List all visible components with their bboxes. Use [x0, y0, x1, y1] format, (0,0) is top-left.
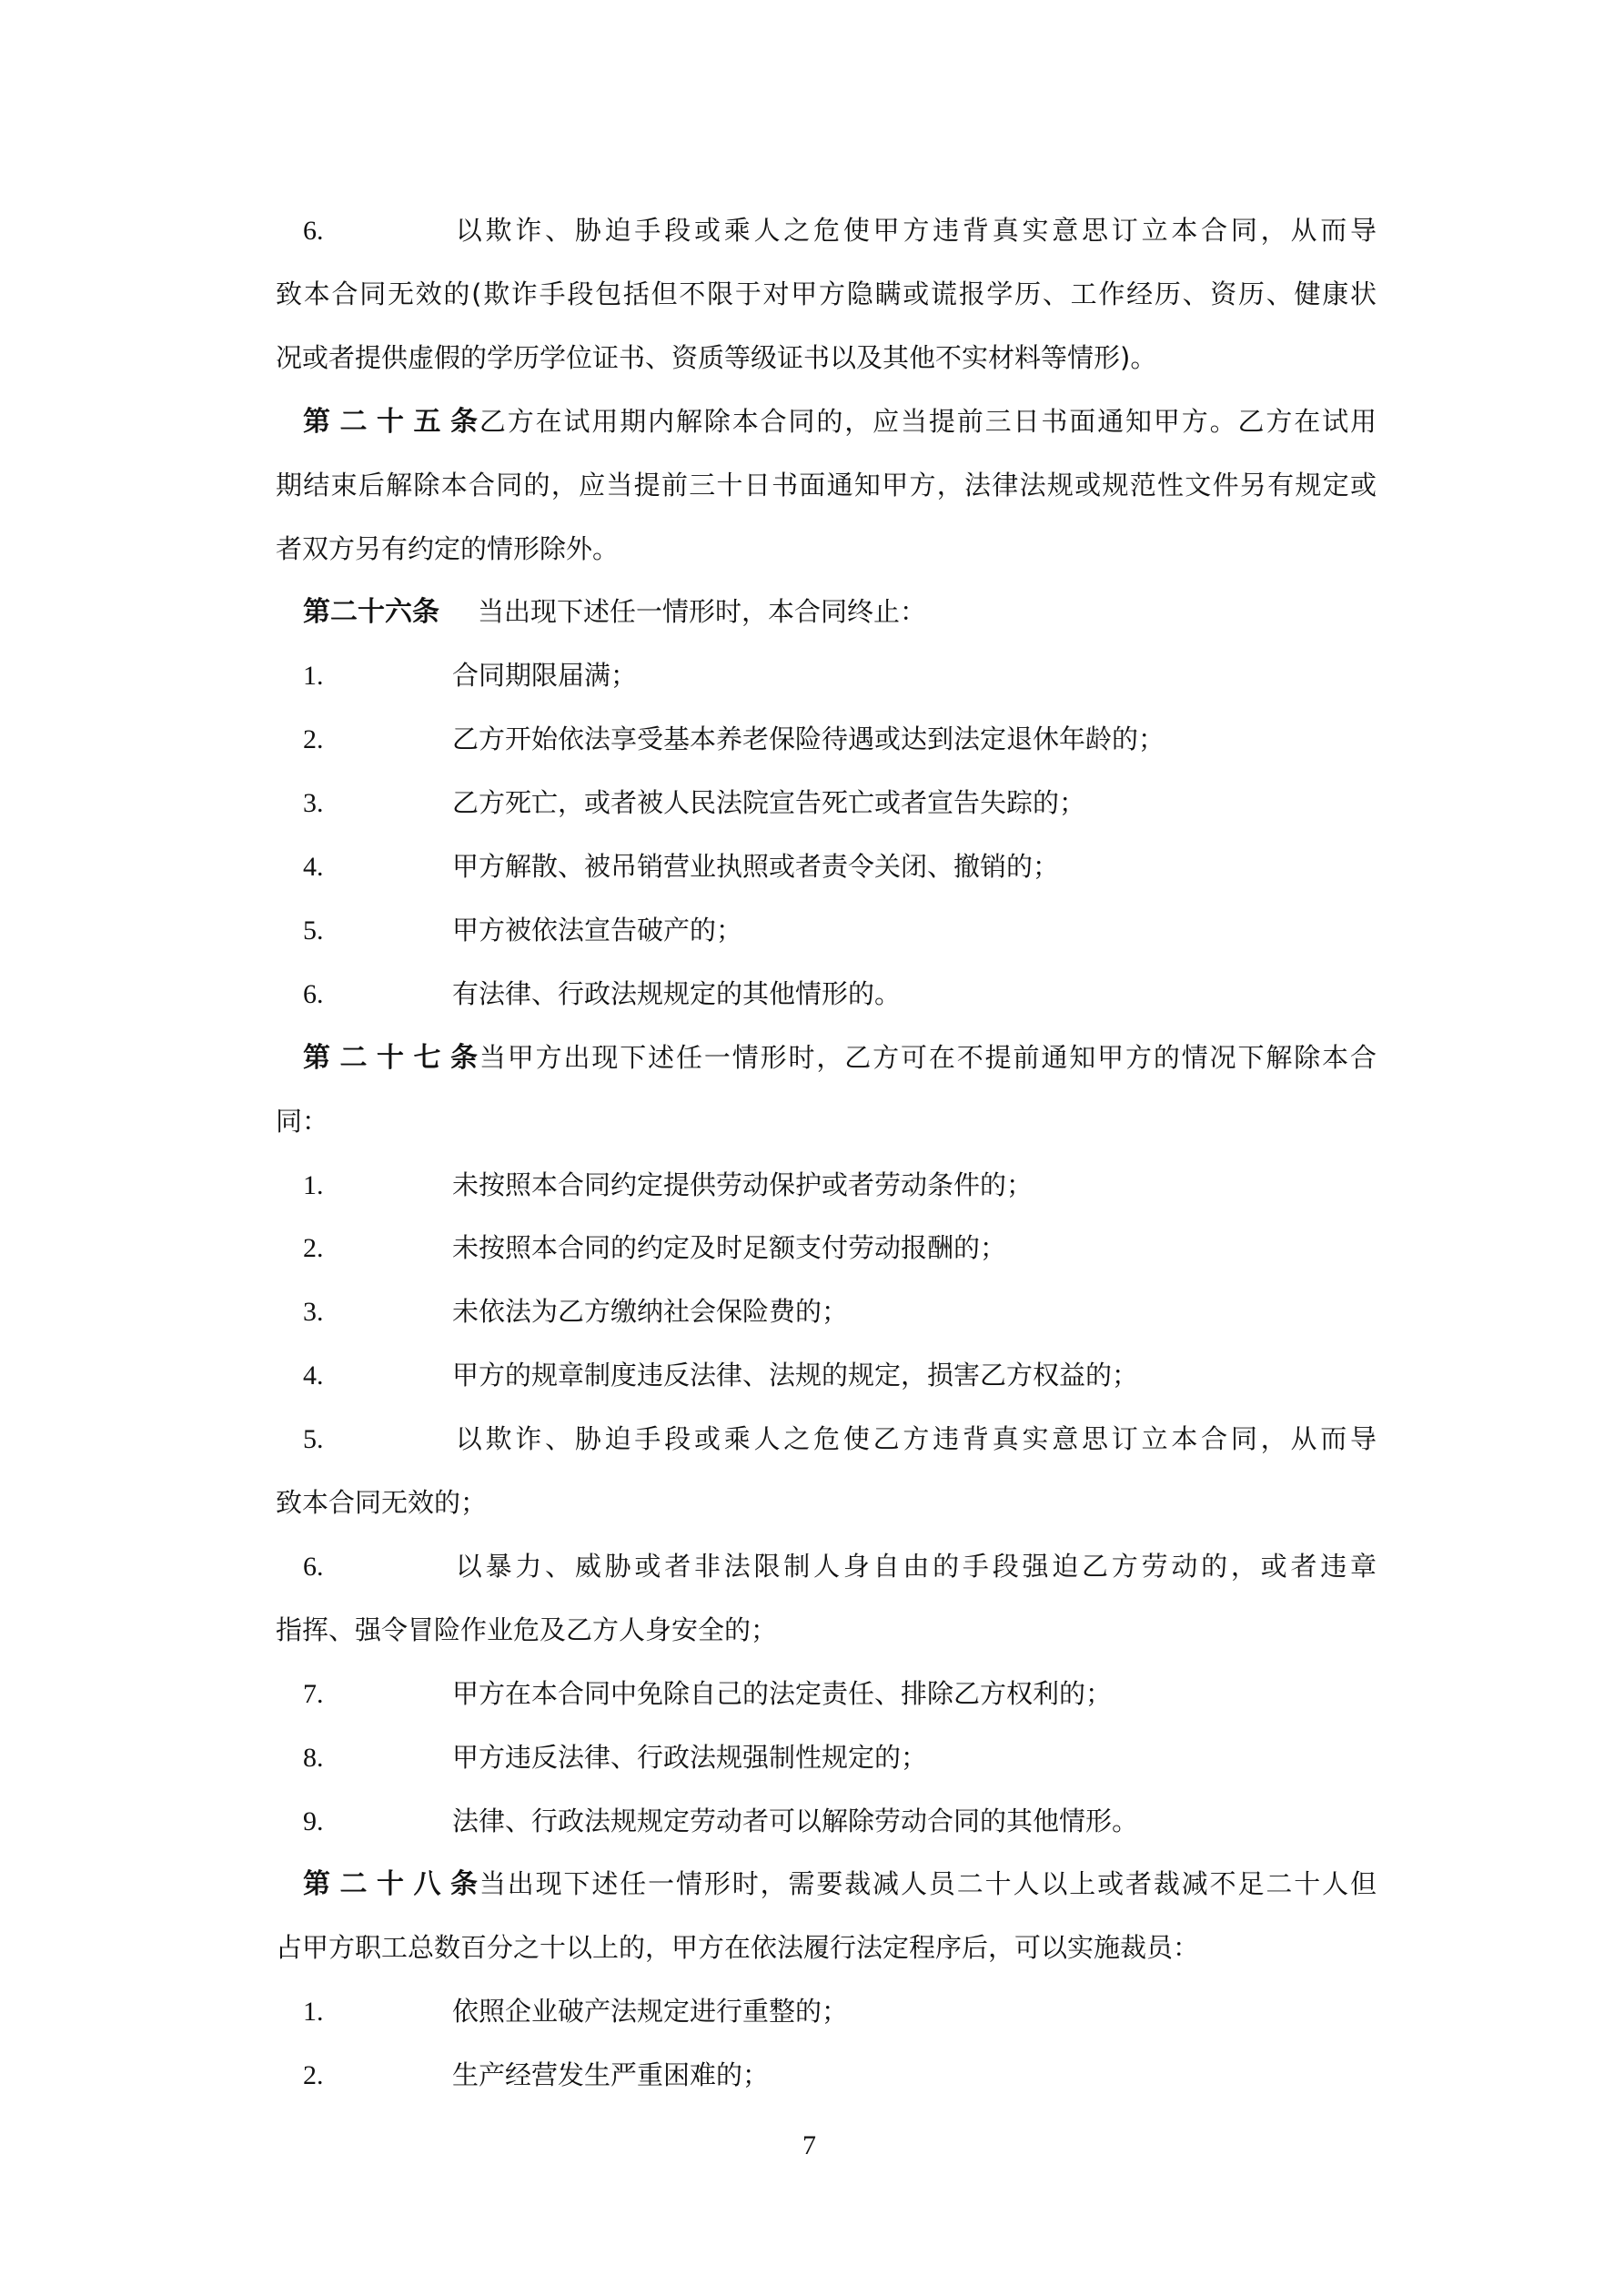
clause-text: 甲方在本合同中免除自己的法定责任、排除乙方权利的；: [452, 1678, 1113, 1709]
continuation-line: [276, 1612, 1377, 1648]
clause-text-continued: 同：: [276, 1106, 329, 1137]
item-number: 3.: [303, 1297, 324, 1327]
clause-text: 法律、行政法规规定劳动者可以解除劳动合同的其他情形。: [452, 1805, 1139, 1836]
list-item-line: [303, 976, 1377, 1012]
article-label: 第二十七条: [303, 1042, 478, 1074]
item-number: 1.: [303, 1997, 324, 2027]
clause-text: 依照企业破产法规定进行重整的；: [452, 1996, 849, 2027]
item-number: 2.: [303, 1233, 324, 1263]
clause-text-continued: 期结束后解除本合同的，应当提前三十日书面通知甲方，法律法规或规范性文件另有规定或: [276, 470, 1377, 501]
clause-text: 以暴力、威胁或者非法限制人身自由的手段强迫乙方劳动的，或者违章: [452, 1551, 1377, 1582]
clause-text-continued: 指挥、强令冒险作业危及乙方人身安全的；: [276, 1614, 778, 1645]
clause-text: 当甲方出现下述任一情形时，乙方可在不提前通知甲方的情况下解除本合: [478, 1042, 1377, 1073]
clause-text: 有法律、行政法规规定的其他情形的。: [452, 978, 902, 1009]
list-item-line: [303, 1993, 1377, 2029]
article-label: 第二十六条: [303, 596, 439, 628]
list-item-line: [303, 1739, 1377, 1775]
item-number: 4.: [303, 1360, 324, 1391]
list-item-line: [303, 1167, 1377, 1203]
article-heading-line: [303, 1039, 1377, 1076]
continuation-line: [276, 467, 1377, 503]
list-item-line: [303, 2057, 1377, 2093]
list-item-line: [303, 1803, 1377, 1839]
list-item-line: [303, 721, 1377, 757]
continuation-line: [276, 339, 1377, 376]
list-item-line: [303, 212, 1377, 248]
item-number: 4.: [303, 852, 324, 882]
clause-text: 乙方开始依法享受基本养老保险待遇或达到法定退休年龄的；: [452, 723, 1165, 754]
item-number: 5.: [303, 1424, 324, 1454]
item-number: 6.: [303, 979, 324, 1009]
clause-text: 甲方的规章制度违反法律、法规的规定，损害乙方权益的；: [452, 1360, 1139, 1391]
item-number: 9.: [303, 1806, 324, 1836]
clause-text: 合同期限届满；: [452, 660, 638, 691]
clause-text: 以欺诈、胁迫手段或乘人之危使甲方违背真实意思订立本合同，从而导: [452, 215, 1377, 246]
continuation-line: [276, 1103, 1377, 1139]
clause-text-continued: 致本合同无效的；: [276, 1487, 488, 1518]
list-item-line: [303, 848, 1377, 885]
list-item-line: [303, 1548, 1377, 1584]
article-heading-line: [303, 593, 1377, 630]
item-number: 1.: [303, 1170, 324, 1200]
list-item-line: [303, 657, 1377, 693]
clause-text: 乙方在试用期内解除本合同的，应当提前三日书面通知甲方。乙方在试用: [478, 406, 1377, 437]
item-number: 5.: [303, 915, 324, 946]
item-number: 2.: [303, 724, 324, 754]
item-number: 7.: [303, 1679, 324, 1709]
clause-text: 甲方被依法宣告破产的；: [452, 915, 743, 946]
clause-text: 甲方违反法律、行政法规强制性规定的；: [452, 1742, 928, 1773]
clause-text-continued: 者双方另有约定的情形除外。: [276, 533, 620, 564]
list-item-line: [303, 1293, 1377, 1330]
list-item-line: [303, 1229, 1377, 1266]
page-number: 7: [802, 2130, 816, 2160]
clause-text: 以欺诈、胁迫手段或乘人之危使乙方违背真实意思订立本合同，从而导: [452, 1423, 1377, 1454]
list-item-line: [303, 784, 1377, 821]
continuation-line: [276, 1929, 1377, 1966]
clause-text: 未按照本合同的约定及时足额支付劳动报酬的；: [452, 1232, 1007, 1263]
article-label: 第二十五条: [303, 406, 478, 438]
clause-text: 甲方解散、被吊销营业执照或者责令关闭、撤销的；: [452, 851, 1060, 882]
article-heading-line: [303, 403, 1377, 440]
item-number: 6.: [303, 1552, 324, 1582]
continuation-line: [276, 276, 1377, 312]
article-label: 第二十八条: [303, 1868, 478, 1900]
list-item-line: [303, 1675, 1377, 1712]
article-heading-line: [303, 1866, 1377, 1902]
clause-text-continued: 致本合同无效的(欺诈手段包括但不限于对甲方隐瞒或谎报学历、工作经历、资历、健康状: [276, 278, 1377, 309]
list-item-line: [303, 912, 1377, 948]
item-number: 2.: [303, 2060, 324, 2090]
list-item-line: [303, 1421, 1377, 1457]
clause-text: 未依法为乙方缴纳社会保险费的；: [452, 1296, 849, 1327]
clause-text-continued: 占甲方职工总数百分之十以上的，甲方在依法履行法定程序后，可以实施裁员：: [276, 1932, 1200, 1963]
item-number: 6.: [303, 216, 324, 246]
continuation-line: [276, 1484, 1377, 1521]
clause-text: 当出现下述任一情形时，需要裁减人员二十人以上或者裁减不足二十人但: [478, 1868, 1377, 1899]
clause-text: 乙方死亡，或者被人民法院宣告死亡或者宣告失踪的；: [452, 787, 1086, 818]
clause-text: 生产经营发生严重困难的；: [452, 2059, 770, 2090]
item-number: 8.: [303, 1743, 324, 1773]
clause-text: 当出现下述任一情形时，本合同终止：: [478, 596, 927, 627]
continuation-line: [276, 531, 1377, 567]
list-item-line: [303, 1357, 1377, 1393]
item-number: 3.: [303, 788, 324, 818]
clause-text: 未按照本合同约定提供劳动保护或者劳动条件的；: [452, 1169, 1034, 1200]
item-number: 1.: [303, 661, 324, 691]
clause-text-continued: 况或者提供虚假的学历学位证书、资质等级证书以及其他不实材料等情形)。: [276, 342, 1157, 373]
